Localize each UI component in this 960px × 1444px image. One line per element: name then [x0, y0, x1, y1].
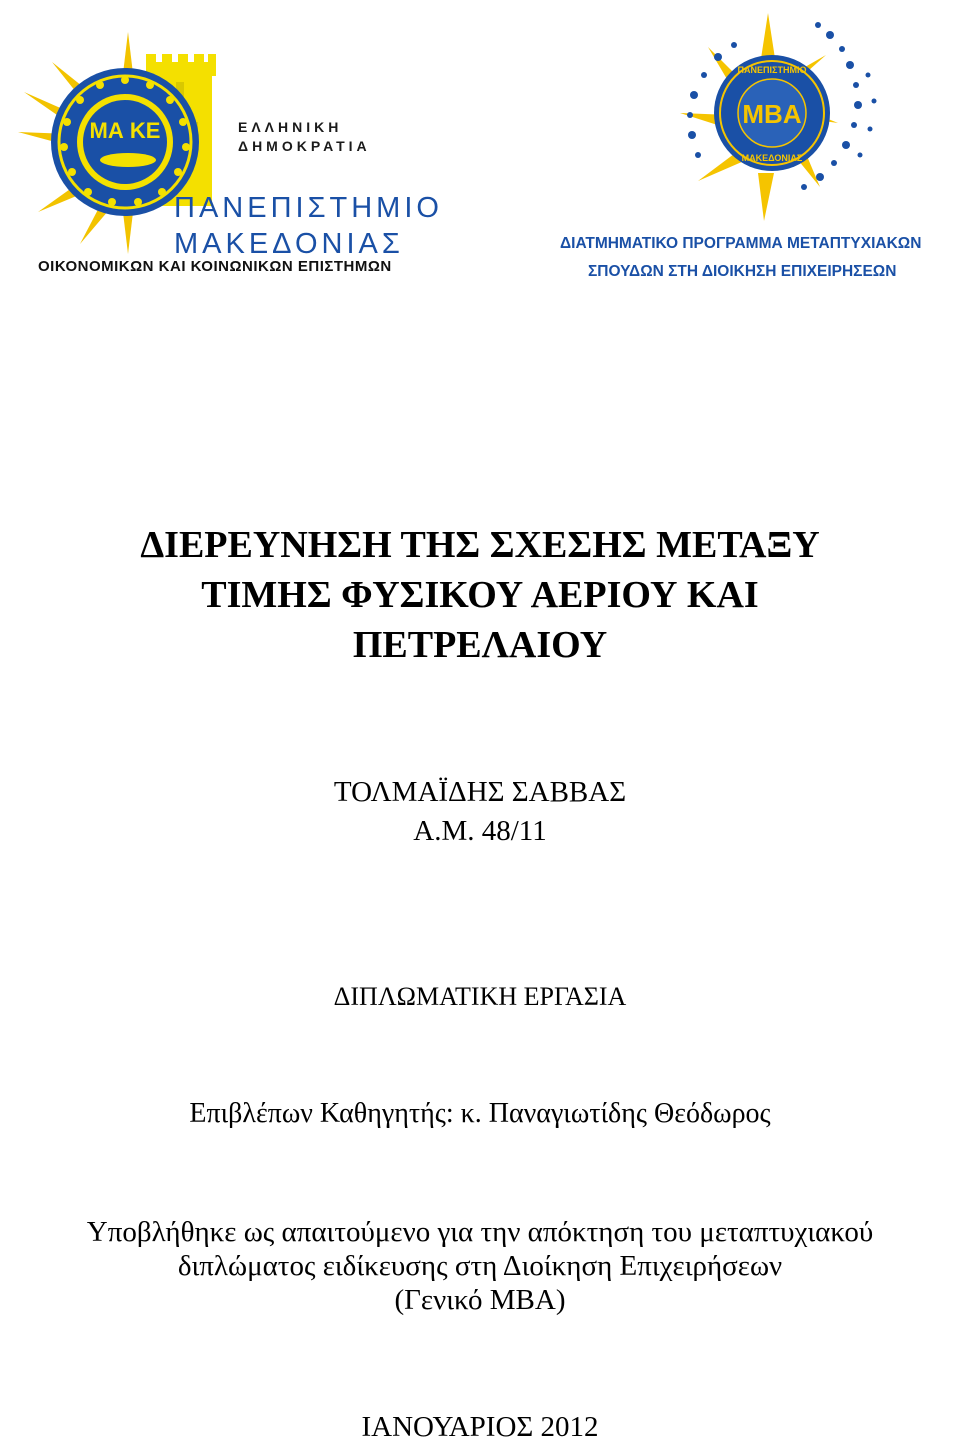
submission-statement: [0, 1215, 960, 1317]
university-name: [174, 190, 443, 262]
supervisor: Επιβλέπων Καθηγητής: κ. Παναγιωτίδης Θεόδωρος: [189, 1098, 771, 1129]
thesis-title-line-1: ΔΙΕΡΕΥΝΗΣΗ ΤΗΣ ΣΧΕΣΗΣ ΜΕΤΑΞΥ: [140, 524, 820, 566]
author-name: ΤΟΛΜΑΪΔΗΣ ΣΑΒΒΑΣ: [333, 776, 627, 808]
student-id: Α.Μ. 48/11: [413, 815, 547, 847]
submission-line-1: Υποβλήθηκε ως απαιτούμενο για την απόκτηση του μεταπτυχιακού: [86, 1216, 874, 1248]
university-name-line-2: ΜΑΚΕΔΟΝΙΑΣ: [174, 228, 404, 260]
university-logo: [10, 22, 443, 292]
mba-seal-arc-bottom: ΜΑΚΕΔΟΝΙΑΣ: [741, 153, 803, 163]
submission-line-3: (Γενικό MBA): [394, 1284, 566, 1316]
university-name-line-1: ΠΑΝΕΠΙΣΤΗΜΙΟ: [174, 192, 443, 224]
program-name-line-1: ΔΙΑΤΜΗΜΑΤΙΚΟ ΠΡΟΓΡΑΜΜΑ ΜΕΤΑΠΤΥΧΙΑΚΩΝ: [560, 235, 922, 252]
seal-monogram: ΜΑ ΚΕ: [89, 118, 161, 143]
program-name-line-2: ΣΠΟΥΔΩΝ ΣΤΗ ΔΙΟΙΚΗΣΗ ΕΠΙΧΕΙΡΗΣΕΩΝ: [588, 263, 897, 280]
thesis-title-line-2: ΤΙΜΗΣ ΦΥΣΙΚΟΥ ΑΕΡΙΟΥ ΚΑΙ: [201, 574, 759, 616]
school-name: ΟΙΚΟΝΟΜΙΚΩΝ ΚΑΙ ΚΟΙΝΩΝΙΚΩΝ ΕΠΙΣΤΗΜΩΝ: [38, 258, 392, 275]
mba-seal: [714, 55, 830, 171]
mba-seal-arc-top: ΠΑΝΕΠΙΣΤΗΜΙΟ: [737, 65, 807, 75]
mba-seal-center: MBA: [742, 99, 802, 129]
thesis-title-line-3: ΠΕΤΡΕΛΑΙΟΥ: [352, 624, 608, 666]
document-type: ΔΙΠΛΩΜΑΤΙΚΗ ΕΡΓΑΣΙΑ: [333, 982, 627, 1011]
submission-line-2: διπλώματος ειδίκευσης στη Διοίκηση Επιχειρήσεων: [177, 1250, 783, 1282]
country-name: [238, 118, 371, 156]
submission-date: ΙΑΝΟΥΑΡΙΟΣ 2012: [361, 1411, 599, 1443]
thesis-title: [0, 520, 960, 670]
country-line-2: ΔΗΜΟΚΡΑΤΙΑ: [238, 138, 371, 154]
country-line-1: ΕΛΛΗΝΙΚΗ: [238, 119, 343, 135]
mba-program-logo: [558, 5, 955, 283]
